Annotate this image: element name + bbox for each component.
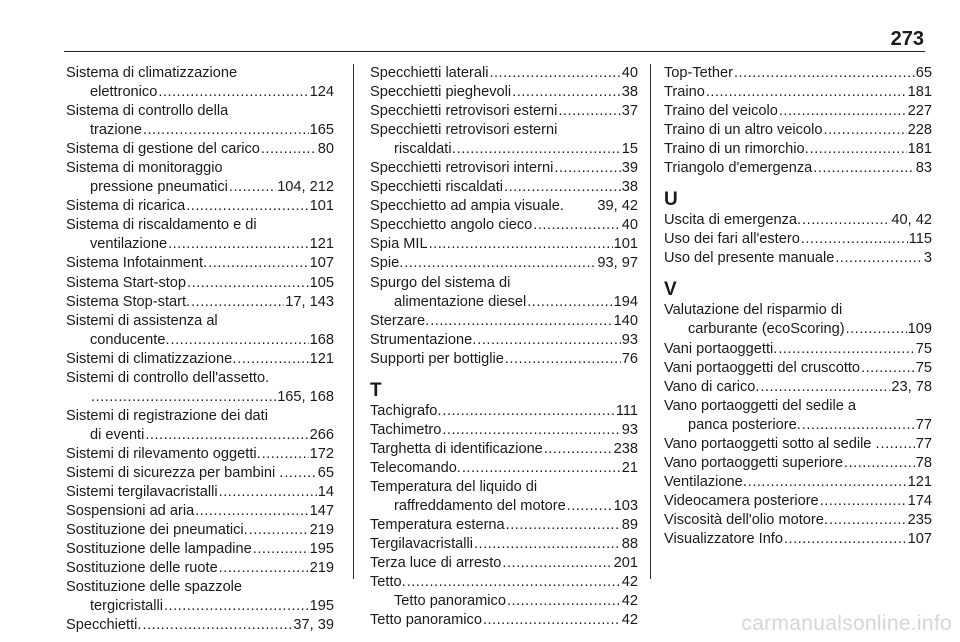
index-entry (66, 540, 334, 559)
index-entry-term: conducente. (90, 331, 170, 348)
index-entry-pages[interactable]: 3 (923, 250, 932, 267)
index-entry-pages[interactable]: 107 (907, 530, 932, 547)
index-entry-line: Vano portaoggetti del sedile a (664, 397, 857, 414)
dot-leader (533, 216, 621, 235)
dot-leader (544, 440, 613, 459)
index-entry-line: Sistemi di controllo dell'assetto. (66, 369, 270, 386)
dot-leader (253, 540, 309, 559)
dot-leader (502, 554, 612, 573)
index-entry-term: Vani portaoggetti del cruscotto (664, 359, 861, 376)
dot-leader (229, 178, 276, 197)
header-rule (64, 51, 925, 52)
index-entry (66, 235, 334, 254)
index-entry-term: Specchietti riscaldati (370, 179, 504, 196)
index-entry-term: Tachimetro (370, 421, 442, 438)
index-entry-term: Sterzare. (370, 312, 430, 329)
dot-leader (489, 64, 620, 83)
index-entry (66, 597, 334, 616)
index-entry-term: Sostituzione delle ruote (66, 560, 218, 577)
index-entry (370, 535, 638, 554)
index-entry-pages[interactable]: 201 (613, 555, 638, 572)
index-entry (664, 320, 932, 339)
index-entry (370, 573, 638, 592)
dot-leader (462, 459, 621, 478)
index-entry-pages[interactable]: 37, 39 (293, 617, 334, 634)
index-entry (370, 64, 638, 83)
index-entry (370, 254, 638, 273)
index-entry-term: Traino del veicolo (664, 103, 778, 120)
index-entry-term: Sospensioni ad aria (66, 503, 195, 520)
index-entry-pages[interactable]: 121 (907, 473, 932, 490)
index-entry-line: Spurgo del sistema di (370, 274, 511, 291)
index-entry-line: Sistema di monitoraggio (66, 160, 223, 177)
index-entry (66, 521, 334, 540)
watermark: carmanualsonline.info (741, 612, 952, 635)
column-divider (650, 64, 651, 579)
index-entry-pages[interactable]: 17, 143 (285, 293, 334, 310)
dot-leader (474, 535, 621, 554)
index-entry-term: Sistemi di rilevamento oggetti. (66, 445, 261, 462)
index-entry-pages[interactable]: 109 (907, 321, 932, 338)
index-entry-pages[interactable]: 77 (915, 416, 932, 433)
dot-leader (823, 121, 906, 140)
index-entry-term: riscaldati. (394, 141, 456, 158)
dot-leader (881, 435, 915, 454)
index-entry (664, 64, 932, 83)
index-entry-term: Uso del presente manuale (664, 250, 835, 267)
dot-leader (171, 331, 309, 350)
index-entry-term: alimentazione diesel (394, 293, 527, 310)
index-entry-line: Sistema di controllo della (66, 103, 229, 120)
index-entry-pages[interactable]: 115 (908, 231, 932, 248)
index-entry (66, 502, 334, 521)
index-entry-pages[interactable]: 172 (309, 445, 334, 462)
index-entry-pages[interactable]: 65 (915, 65, 932, 81)
index-entry-term: Specchietto ad ampia visuale. (370, 198, 564, 215)
index-entry-term: di eventi (90, 426, 145, 443)
index-entry-term: carburante (ecoScoring) (688, 321, 845, 338)
dot-leader (145, 426, 308, 445)
index-entry-pages[interactable]: 124 (309, 84, 334, 101)
index-entry-pages[interactable]: 227 (907, 103, 932, 120)
dot-leader (429, 235, 613, 254)
index-entry (664, 230, 932, 249)
index-entry-pages[interactable]: 83 (915, 160, 932, 177)
dot-leader (760, 378, 890, 397)
index-entry (370, 293, 638, 312)
index-column-1 (66, 64, 334, 635)
dot-leader (187, 274, 309, 293)
index-entry-term: Traino di un rimorchio. (664, 141, 809, 158)
dot-leader (558, 102, 620, 121)
dot-leader (512, 83, 621, 102)
index-entry-term: Sostituzione delle lampadine (66, 541, 252, 558)
index-entry (66, 83, 334, 102)
index-entry-pages[interactable]: 76 (621, 350, 638, 367)
dot-leader (829, 511, 907, 530)
index-entry-term: Targhetta di identificazione (370, 440, 543, 457)
dot-leader (168, 235, 309, 254)
index-entry (370, 216, 638, 235)
dot-leader (835, 249, 923, 268)
index-entry-pages[interactable]: 111 (615, 402, 638, 419)
index-entry-term: Tetto. (370, 574, 406, 591)
index-entry-pages[interactable]: 14 (317, 484, 334, 501)
index-letter-heading: T (370, 379, 382, 401)
index-entry (370, 350, 638, 369)
index-entry-term: Vani portaoggetti. (664, 340, 778, 357)
index-entry-pages[interactable]: 195 (309, 541, 334, 558)
index-entry-pages[interactable]: 219 (309, 522, 334, 539)
dot-leader (262, 445, 309, 464)
index-entry (370, 102, 638, 121)
index-entry (664, 359, 932, 378)
index-entry-term: Specchietti laterali (370, 65, 489, 81)
index-entry-term: Tetto panoramico (370, 612, 482, 629)
dot-leader (219, 483, 317, 502)
dot-leader (191, 293, 284, 312)
dot-leader (477, 331, 620, 350)
index-entry (370, 331, 638, 350)
index-entry-pages[interactable]: 89 (621, 517, 638, 534)
index-entry-term: Sistemi di climatizzazione. (66, 350, 237, 367)
index-entry (370, 440, 638, 459)
index-entry-term: panca posteriore. (688, 416, 801, 433)
index-entry-pages[interactable]: 78 (915, 454, 932, 471)
index-entry-term: Terza luce di arresto (370, 555, 502, 572)
index-entry-term: Temperatura esterna (370, 517, 505, 534)
dot-leader (567, 497, 613, 516)
index-entry-pages[interactable]: 174 (907, 492, 932, 509)
index-entry-pages[interactable]: 15 (621, 141, 638, 158)
index-entry (66, 331, 334, 350)
dot-leader (261, 140, 317, 159)
index-entry (66, 350, 334, 369)
index-entry (66, 445, 334, 464)
index-entry-pages[interactable]: 40 (621, 65, 638, 81)
index-entry (66, 293, 334, 312)
dot-leader (554, 159, 620, 178)
index-entry-term: tergicristalli (90, 598, 163, 615)
index-entry-term: elettronico (90, 84, 158, 101)
index-entry (664, 140, 932, 159)
dot-leader (801, 230, 908, 249)
index-entry (370, 83, 638, 102)
dot-leader (778, 340, 914, 359)
index-entry-term: Ventilazione. (664, 473, 747, 490)
dot-leader (208, 254, 308, 273)
index-entry-pages[interactable]: 37 (621, 103, 638, 120)
dot-leader (802, 211, 890, 230)
index-entry (370, 497, 638, 516)
dot-leader (505, 350, 621, 369)
index-entry-pages[interactable]: 194 (613, 293, 638, 310)
column-divider (353, 64, 354, 579)
index-entry-pages[interactable]: 65 (317, 464, 334, 481)
index-entry (664, 492, 932, 511)
dot-leader (820, 492, 907, 511)
index-entry (664, 340, 932, 359)
index-entry (664, 102, 932, 121)
index-entry-term: Specchietti pieghevoli (370, 84, 512, 101)
index-entry-term: Vano portaoggetti superiore (664, 454, 844, 471)
index-entry-pages[interactable]: 88 (621, 536, 638, 553)
index-entry-term: Sistema di ricarica (66, 198, 186, 215)
index-entry (66, 464, 334, 483)
index-entry-term: Supporti per bottiglie (370, 350, 504, 367)
index-entry (370, 235, 638, 254)
dot-leader (407, 573, 621, 592)
index-entry-pages[interactable]: 105 (309, 274, 334, 291)
index-entry (370, 592, 638, 611)
index-entry-term: Videocamera posteriore (664, 492, 819, 509)
index-entry-term: Specchietti retrovisori esterni (370, 103, 558, 120)
index-entry-pages[interactable]: 93, 97 (597, 255, 638, 272)
index-entry-term: Sistema Stop-start. (66, 293, 191, 310)
index-entry (370, 421, 638, 440)
index-entry-term: Top-Tether (664, 65, 733, 81)
dot-leader (91, 388, 276, 407)
dot-leader (504, 178, 621, 197)
dot-leader (706, 83, 907, 102)
index-entry-term: raffreddamento del motore (394, 497, 566, 514)
index-entry-pages[interactable]: 42 (621, 593, 638, 610)
index-entry-line: Sistemi di registrazione dei dati (66, 407, 268, 424)
index-entry (66, 559, 334, 578)
index-entry-pages[interactable]: 39 (621, 160, 638, 177)
index-entry-pages[interactable]: 168 (309, 331, 334, 348)
index-entry-term: ventilazione (90, 236, 168, 253)
dot-leader (249, 521, 309, 540)
dot-leader (158, 83, 308, 102)
index-entry-pages[interactable]: 181 (907, 141, 932, 158)
index-entry-pages[interactable]: 93 (621, 421, 638, 438)
index-entry (664, 473, 932, 492)
index-entry (370, 312, 638, 331)
index-entry-pages[interactable]: 103 (613, 497, 638, 514)
index-entry (66, 388, 334, 407)
page-number: 273 (890, 28, 924, 50)
dot-leader (404, 254, 596, 273)
index-entry-term: Spia MIL (370, 236, 428, 253)
dot-leader (527, 293, 612, 312)
index-entry (66, 483, 334, 502)
index-entry-line: Temperatura del liquido di (370, 478, 538, 495)
index-entry-term: Uso dei fari all'estero (664, 231, 800, 248)
dot-leader (483, 611, 621, 630)
index-entry (66, 274, 334, 293)
dot-leader (442, 421, 620, 440)
index-entry-term: trazione (90, 122, 142, 139)
index-entry-term: Spie. (370, 255, 404, 272)
index-entry-pages[interactable]: 77 (915, 435, 932, 452)
index-column-3 (664, 64, 932, 549)
dot-leader (195, 502, 308, 521)
index-entry (664, 454, 932, 473)
index-entry-pages[interactable]: 42 (621, 574, 638, 591)
index-entry (66, 426, 334, 445)
index-entry-term: Vano portaoggetti sotto al sedile . (664, 435, 880, 452)
index-entry (664, 511, 932, 530)
index-entry-term: Traino (664, 84, 705, 101)
index-entry-pages[interactable]: 93 (621, 331, 638, 348)
index-entry (664, 211, 932, 230)
index-entry-pages[interactable]: 140 (613, 312, 638, 329)
index-entry-term: Specchietto angolo cieco (370, 217, 533, 234)
dot-leader (507, 592, 621, 611)
index-entry-line: Specchietti retrovisori esterni (370, 122, 558, 139)
index-entry-pages[interactable]: 104, 212 (277, 179, 334, 196)
index-entry-pages[interactable]: 147 (309, 503, 334, 520)
index-entry-term: Traino di un altro veicolo (664, 122, 823, 139)
index-entry-term: Sistema Start-stop (66, 274, 187, 291)
dot-leader (813, 159, 914, 178)
index-entry-line: Sistemi di assistenza al (66, 312, 218, 329)
index-entry-term: Strumentazione. (370, 331, 477, 348)
index-entry-pages[interactable]: 75 (915, 359, 932, 376)
index-entry-pages[interactable]: 40 (621, 217, 638, 234)
index-entry (664, 249, 932, 268)
index-entry (66, 254, 334, 273)
index-entry (664, 121, 932, 140)
dot-leader (442, 402, 614, 421)
index-entry (664, 530, 932, 549)
index-entry-pages[interactable]: 39, 42 (597, 198, 638, 215)
dot-leader (802, 416, 915, 435)
index-entry (664, 83, 932, 102)
dot-leader (779, 102, 907, 121)
index-entry-line: Sistema di riscaldamento e di (66, 217, 257, 234)
dot-leader (784, 530, 907, 549)
index-entry-pages[interactable]: 75 (915, 340, 932, 357)
dot-leader (844, 454, 915, 473)
index-entry-term: Visualizzatore Info (664, 530, 783, 547)
index-entry-pages[interactable]: 165 (309, 122, 334, 139)
index-entry-term: Tachigrafo. (370, 402, 442, 419)
index-entry-pages[interactable]: 21 (621, 459, 638, 476)
index-entry (370, 554, 638, 573)
index-entry-pages[interactable]: 266 (309, 426, 334, 443)
index-entry-line: Sistema di climatizzazione (66, 65, 238, 81)
dot-leader (748, 473, 907, 492)
index-entry-term: Tergilavacristalli (370, 536, 473, 553)
index-entry-term: Vano di carico. (664, 378, 760, 395)
index-entry-pages[interactable]: 238 (613, 440, 638, 457)
index-entry (66, 197, 334, 216)
dot-leader (734, 64, 915, 83)
index-entry-pages[interactable]: 195 (309, 598, 334, 615)
dot-leader (284, 464, 316, 483)
index-column-2 (370, 64, 638, 630)
dot-leader (457, 140, 621, 159)
index-entry-term: Sostituzione dei pneumatici. (66, 522, 248, 539)
index-entry-term: Specchietti retrovisori interni (370, 160, 554, 177)
index-entry-pages[interactable]: 38 (621, 179, 638, 196)
dot-leader (506, 516, 621, 535)
index-entry (370, 140, 638, 159)
index-entry-pages[interactable]: 219 (309, 560, 334, 577)
index-entry (664, 435, 932, 454)
dot-leader (430, 312, 612, 331)
index-entry-pages[interactable]: 101 (309, 198, 334, 215)
index-entry-pages[interactable]: 121 (309, 236, 334, 253)
index-entry (370, 402, 638, 421)
index-entry (370, 611, 638, 630)
index-entry-pages[interactable]: 40, 42 (891, 212, 932, 229)
dot-leader (142, 616, 292, 635)
index-entry-pages[interactable]: 107 (309, 255, 334, 272)
index-entry-pages[interactable]: 80 (317, 141, 334, 158)
index-entry-term: Sistema di gestione del carico (66, 141, 260, 158)
index-letter-heading: U (664, 189, 678, 211)
index-entry-line: Sostituzione delle spazzole (66, 579, 243, 596)
index-entry-term: Tetto panoramico (394, 593, 506, 610)
index-entry (664, 378, 932, 397)
index-entry (66, 616, 334, 635)
index-entry-term: Telecomando. (370, 459, 461, 476)
index-entry (370, 159, 638, 178)
index-entry (664, 159, 932, 178)
index-entry-pages[interactable]: 23, 78 (891, 378, 932, 395)
index-entry-term: Specchietti. (66, 617, 142, 634)
index-entry (66, 121, 334, 140)
index-entry-term: Sistema Infotainment. (66, 255, 208, 272)
index-entry-pages[interactable]: 38 (621, 84, 638, 101)
dot-leader (237, 350, 308, 369)
dot-leader (861, 359, 915, 378)
index-entry-pages[interactable]: 121 (309, 350, 334, 367)
dot-leader (219, 559, 309, 578)
index-entry-pages[interactable]: 165, 168 (277, 388, 334, 405)
index-entry-pages[interactable]: 181 (907, 84, 932, 101)
index-entry-term: Triangolo d'emergenza (664, 160, 813, 177)
index-entry (664, 416, 932, 435)
index-entry-pages[interactable]: 101 (613, 236, 638, 253)
index-entry (370, 197, 638, 216)
index-entry (370, 516, 638, 535)
index-entry-pages[interactable]: 228 (907, 122, 932, 139)
index-entry (66, 178, 334, 197)
dot-leader (143, 121, 309, 140)
index-entry (370, 459, 638, 478)
index-entry-line: Valutazione del risparmio di (664, 302, 843, 319)
dot-leader (164, 597, 309, 616)
dot-leader (846, 320, 907, 339)
index-entry-pages[interactable]: 235 (907, 511, 932, 528)
index-entry-term: Viscosità dell'olio motore. (664, 511, 828, 528)
index-entry-term: Sistemi tergilavacristalli (66, 484, 218, 501)
index-entry-term: Sistemi di sicurezza per bambini . (66, 464, 284, 481)
index-entry-term: pressione pneumatici (90, 179, 228, 196)
index-entry (66, 140, 334, 159)
index-letter-heading: V (664, 279, 677, 301)
index-entry-pages[interactable]: 42 (621, 612, 638, 629)
index-entry-term: Uscita di emergenza. (664, 212, 802, 229)
dot-leader (186, 197, 308, 216)
dot-leader (810, 140, 907, 159)
index-entry (370, 178, 638, 197)
